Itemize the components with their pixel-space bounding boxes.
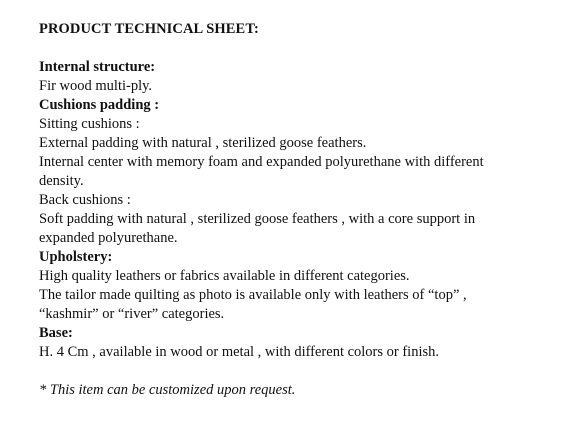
sheet-title: PRODUCT TECHNICAL SHEET: [39,21,259,37]
text-line: density. [39,173,84,189]
text-line: High quality leathers or fabrics available in different categories. [39,268,410,284]
text-line: expanded polyurethane. [39,230,178,246]
customization-note: * This item can be customized upon request. [39,382,296,398]
technical-sheet [39,20,569,400]
text-line: Soft padding with natural , sterilized goose feathers , with a core support in [39,211,476,227]
text-line: The tailor made quilting as photo is available only with leathers of “top” , [39,287,467,303]
text-line: “kashmir” or “river” categories. [39,306,225,322]
spacer [39,39,569,58]
text-line: Sitting cushions : [39,116,140,132]
spacer [39,362,569,381]
text-line: H. 4 Cm , available in wood or metal , with different colors or finish. [39,344,440,360]
text-line: Back cushions : [39,192,131,208]
section-heading-upholstery: Upholstery: [39,249,113,265]
text-line: External padding with natural , sterilized goose feathers. [39,135,367,151]
section-heading-base: Base: [39,325,73,341]
section-heading-internal-structure: Internal structure: [39,59,156,75]
text-line: Fir wood multi-ply. [39,78,153,94]
section-heading-cushions-padding: Cushions padding : [39,97,160,113]
text-line: Internal center with memory foam and expanded polyurethane with different [39,154,484,170]
